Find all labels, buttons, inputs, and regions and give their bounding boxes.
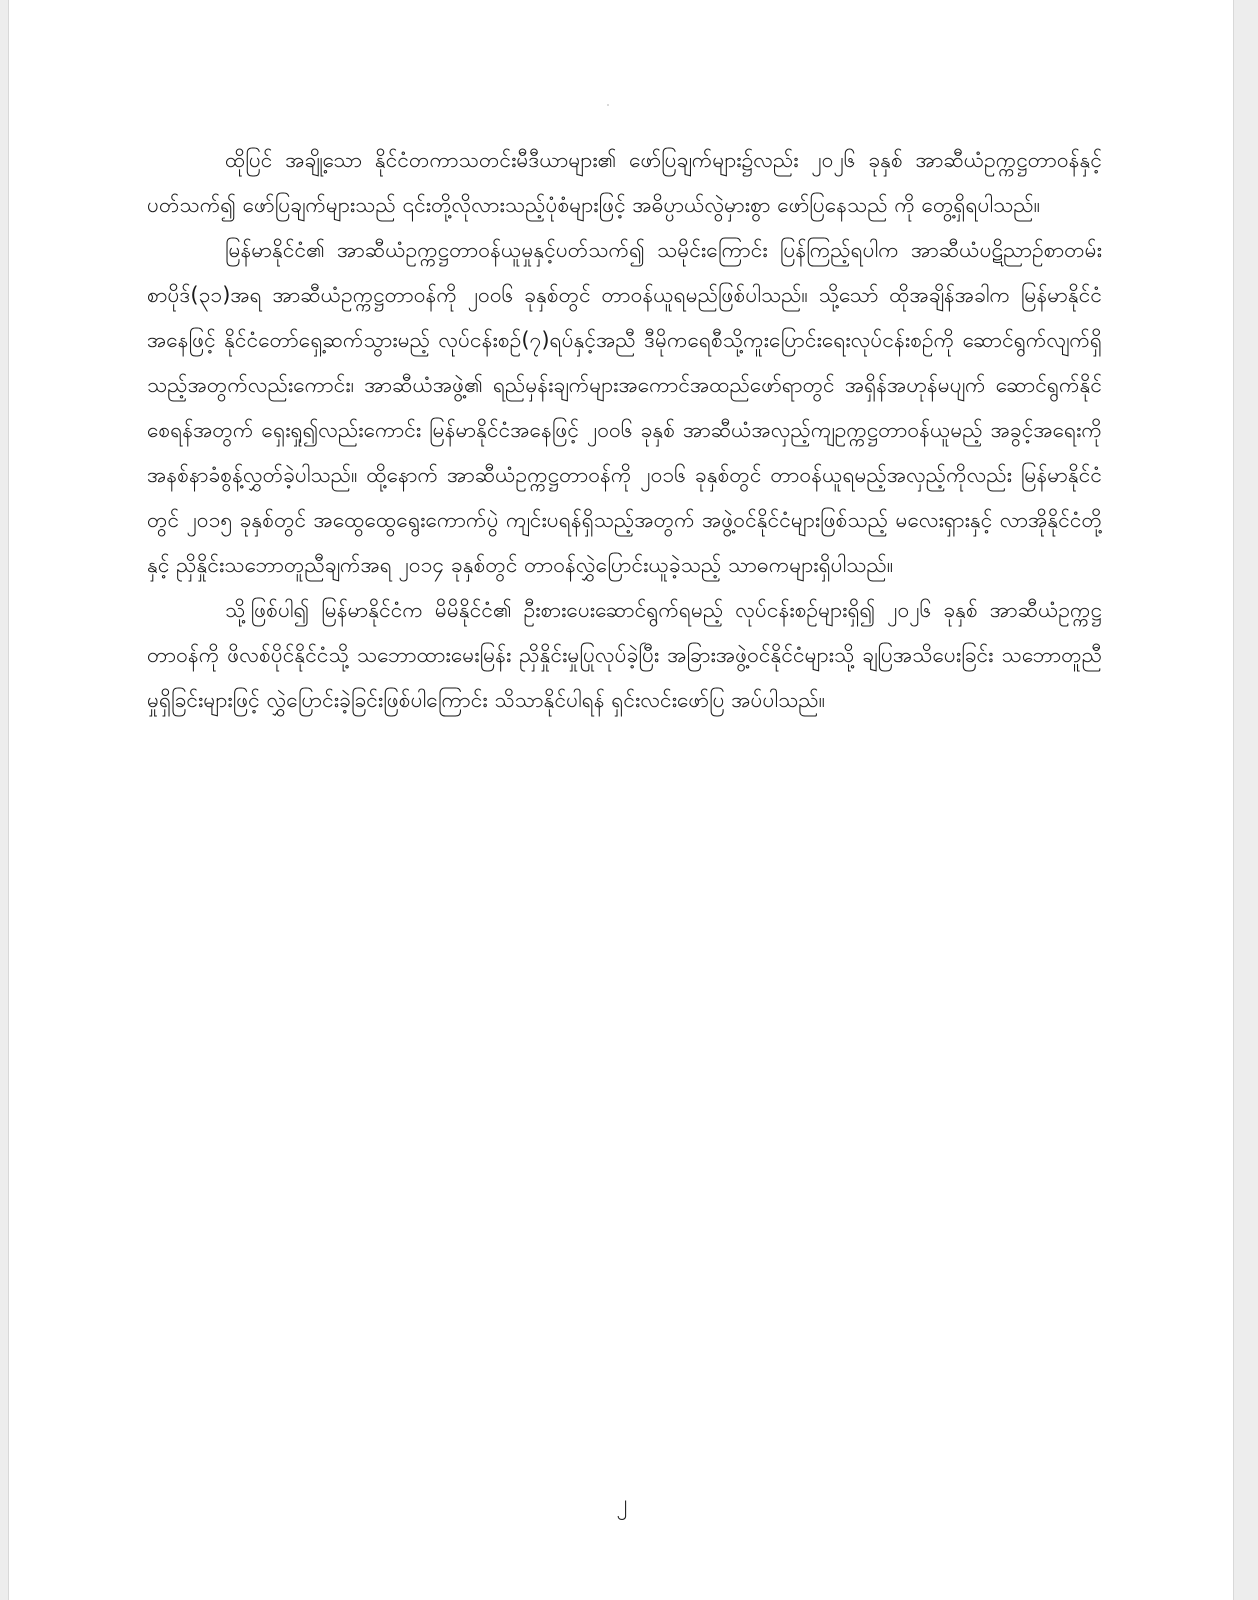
document-body xyxy=(147,138,1102,723)
paragraph-media-reports: ထိုပြင် အချို့သော နိုင်ငံတကာသတင်းမီဒီယာများ၏ ဖော်ပြချက်များ၌လည်း ၂၀၂၆ ခုနှစ် အာဆီယံဥက္ကဋ္ဌတာဝန်နှင့်ပတ်သက်၍ ဖော်ပြချက်များသည် ၎င်းတို့လိုလားသည့်ပုံစံများဖြင့် အဓိပ္ပာယ်လွဲမှားစွာ ဖော်ပြနေသည် ကို တွေ့ရှိရပါသည်။ xyxy=(147,148,1102,217)
scan-artifact xyxy=(607,104,609,106)
page-number: ၂ xyxy=(616,1491,628,1516)
document-page xyxy=(8,0,1234,1600)
paragraph-conclusion: သို့ဖြစ်ပါ၍ မြန်မာနိုင်ငံက မိမိနိုင်ငံ၏ ဦးစားပေးဆောင်ရွက်ရမည့် လုပ်ငန်းစဉ်များရှိ၍ ၂၀၂၆ ခုနှစ် အာဆီယံဥက္ကဋ္ဌတာဝန်ကို ဖိလစ်ပိုင်နိုင်ငံသို့ သဘောထားမေးမြန်း ညှိနှိုင်းမှုပြုလုပ်ခဲ့ပြီး အခြားအဖွဲ့ဝင်နိုင်ငံများသို့ ချပြအသိပေးခြင်း သဘောတူညီမှုရှိခြင်းများဖြင့် လွှဲပြောင်းခဲ့ခြင်းဖြစ်ပါကြောင်း သိသာနိုင်ပါရန် ရှင်းလင်းဖော်ပြ အပ်ပါသည်။ xyxy=(147,598,1102,712)
paragraph-chairmanship-history: မြန်မာနိုင်ငံ၏ အာဆီယံဥက္ကဋ္ဌတာဝန်ယူမှုနှင့်ပတ်သက်၍ သမိုင်းကြောင်း ပြန်ကြည့်ရပါက အာဆီယံပဋိညာဉ်စာတမ်း စာပိုဒ်(၃၁)အရ အာဆီယံဥက္ကဋ္ဌတာဝန်ကို ၂၀၀၆ ခုနှစ်တွင် တာဝန်ယူရမည်ဖြစ်ပါသည်။ သို့သော် ထိုအချိန်အခါက မြန်မာနိုင်ငံအနေဖြင့် နိုင်ငံတော်ရှေ့ဆက်သွားမည့် လုပ်ငန်းစဉ်(၇)ရပ်နှင့်အညီ ဒီမိုကရေစီသို့ကူးပြောင်းရေးလုပ်ငန်းစဉ်ကို ဆောင်ရွက်လျက်ရှိသည့်အတွက်လည်းကောင်း၊ အာဆီယံအဖွဲ့၏ ရည်မှန်းချက်များအကောင်အထည်ဖော်ရာတွင် အရှိန်အဟုန်မပျက် ဆောင်ရွက်နိုင်စေရန်အတွက် ရှေးရှု၍လည်းကောင်း မြန်မာနိုင်ငံအနေဖြင့် ၂၀၀၆ ခုနှစ် အာဆီယံအလှည့်ကျဥက္ကဋ္ဌတာဝန်ယူမည့် အခွင့်အရေးကို အနစ်နာခံစွန့်လွှတ်ခဲ့ပါသည်။ ထို့နောက် အာဆီယံဥက္ကဋ္ဌတာဝန်ကို ၂၀၁၆ ခုနှစ်တွင် တာဝန်ယူရမည့်အလှည့်ကိုလည်း မြန်မာနိုင်ငံတွင် ၂၀၁၅ ခုနှစ်တွင် အထွေထွေရွေးကောက်ပွဲ ကျင်းပရန်ရှိသည့်အတွက် အဖွဲ့ဝင်နိုင်ငံများဖြစ်သည့် မလေးရှားနှင့် လာအိုနိုင်ငံတို့နှင့် ညှိနှိုင်းသဘောတူညီချက်အရ ၂၀၁၄ ခုနှစ်တွင် တာဝန်လွှဲပြောင်းယူခဲ့သည့် သာဓကများရှိပါသည်။ xyxy=(147,238,1102,577)
